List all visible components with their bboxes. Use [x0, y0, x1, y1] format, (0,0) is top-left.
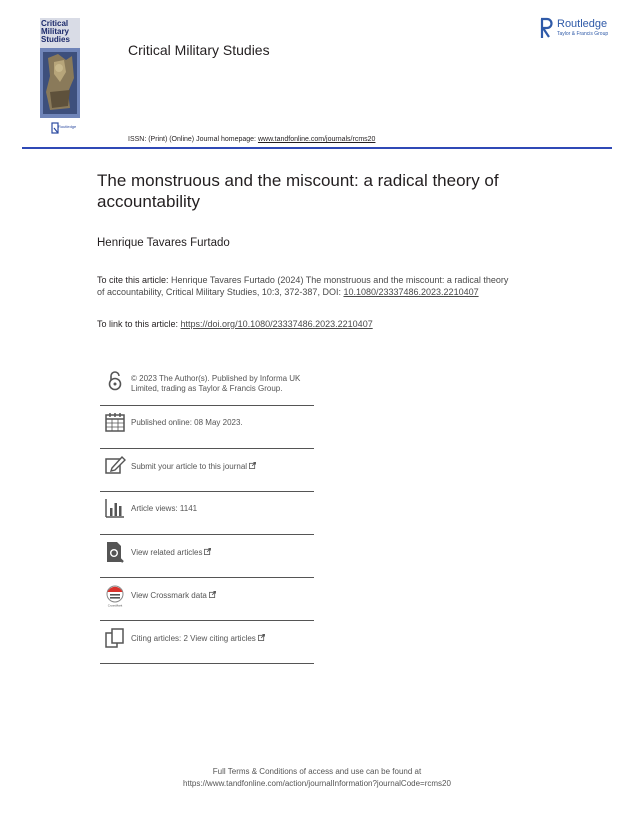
- crossmark-icon: [104, 585, 126, 607]
- submit-article-link[interactable]: Submit your article to this journal: [131, 462, 316, 472]
- external-link-icon: [209, 591, 216, 598]
- footer-terms-link[interactable]: https://www.tandfonline.com/action/journalInformation?journalCode=rcms20: [183, 779, 451, 788]
- journal-cover-image[interactable]: [40, 18, 80, 118]
- article-doi-url-link[interactable]: https://doi.org/10.1080/23337486.2023.2210407: [180, 319, 373, 329]
- citation-doi-link[interactable]: 10.1080/23337486.2023.2210407: [343, 286, 479, 297]
- related-articles-item[interactable]: [100, 535, 314, 578]
- citation-label: To cite this article:: [97, 275, 169, 285]
- issn-text: ISSN: (Print) (Online) Journal homepage:: [128, 136, 258, 143]
- brand-subtitle: Taylor & Francis Group: [557, 31, 609, 37]
- header-divider: [22, 147, 612, 149]
- crossmark-link[interactable]: View Crossmark data: [131, 591, 316, 601]
- brand-name: Routledge: [557, 18, 608, 30]
- article-author: Henrique Tavares Furtado: [97, 237, 230, 249]
- footer: [0, 766, 634, 790]
- link-to-article: [97, 319, 373, 329]
- citation-text: Henrique Tavares Furtado (2024) The monstruous and the miscount: a radical theory of accountability, Critical Military Studies, 10:3, 372-387, DOI:: [97, 275, 509, 297]
- article-title: The monstruous and the miscount: a radical theory of accountability: [97, 171, 499, 211]
- citing-articles-item[interactable]: [100, 621, 314, 664]
- calendar-icon: [104, 411, 126, 433]
- citing-articles-link[interactable]: Citing articles: 2 View citing articles: [131, 634, 316, 644]
- journal-homepage-link[interactable]: www.tandfonline.com/journals/rcms20: [257, 136, 376, 143]
- external-link-icon: [258, 634, 265, 641]
- svg-text:CrossMark: CrossMark: [107, 603, 123, 607]
- open-access-icon: [104, 370, 126, 392]
- footer-terms-text: Full Terms & Conditions of access and use can be found at: [212, 767, 422, 776]
- citation-block: [97, 275, 517, 298]
- routledge-r-icon: [539, 17, 553, 39]
- link-to-article-label: To link to this article:: [97, 319, 181, 329]
- external-link-icon: [204, 548, 211, 555]
- published-online-text: Published online: 08 May 2023.: [131, 418, 243, 427]
- bar-chart-icon: [104, 497, 126, 519]
- cover-title: Critical Military Studies: [41, 19, 70, 44]
- article-info-list: [100, 366, 314, 664]
- cover-artwork: [40, 48, 80, 118]
- open-access-item: [100, 366, 314, 406]
- routledge-small-logo-text: Routledge: [58, 124, 77, 129]
- related-articles-link[interactable]: View related articles: [131, 548, 316, 558]
- copyright-text: © 2023 The Author(s). Published by Informa UK Limited, trading as Taylor & Francis Group.: [131, 374, 301, 393]
- journal-title: Critical Military Studies: [128, 42, 270, 58]
- edit-icon: [104, 454, 126, 476]
- article-views-item: [100, 492, 314, 535]
- citing-articles-icon: [104, 627, 126, 649]
- published-online-item: [100, 406, 314, 449]
- article-views-text: Article views: 1141: [131, 504, 198, 513]
- submit-article-item[interactable]: [100, 449, 314, 492]
- issn-line: [128, 136, 375, 143]
- external-link-icon: [249, 462, 256, 469]
- search-document-icon: [104, 541, 126, 563]
- crossmark-item[interactable]: [100, 578, 314, 621]
